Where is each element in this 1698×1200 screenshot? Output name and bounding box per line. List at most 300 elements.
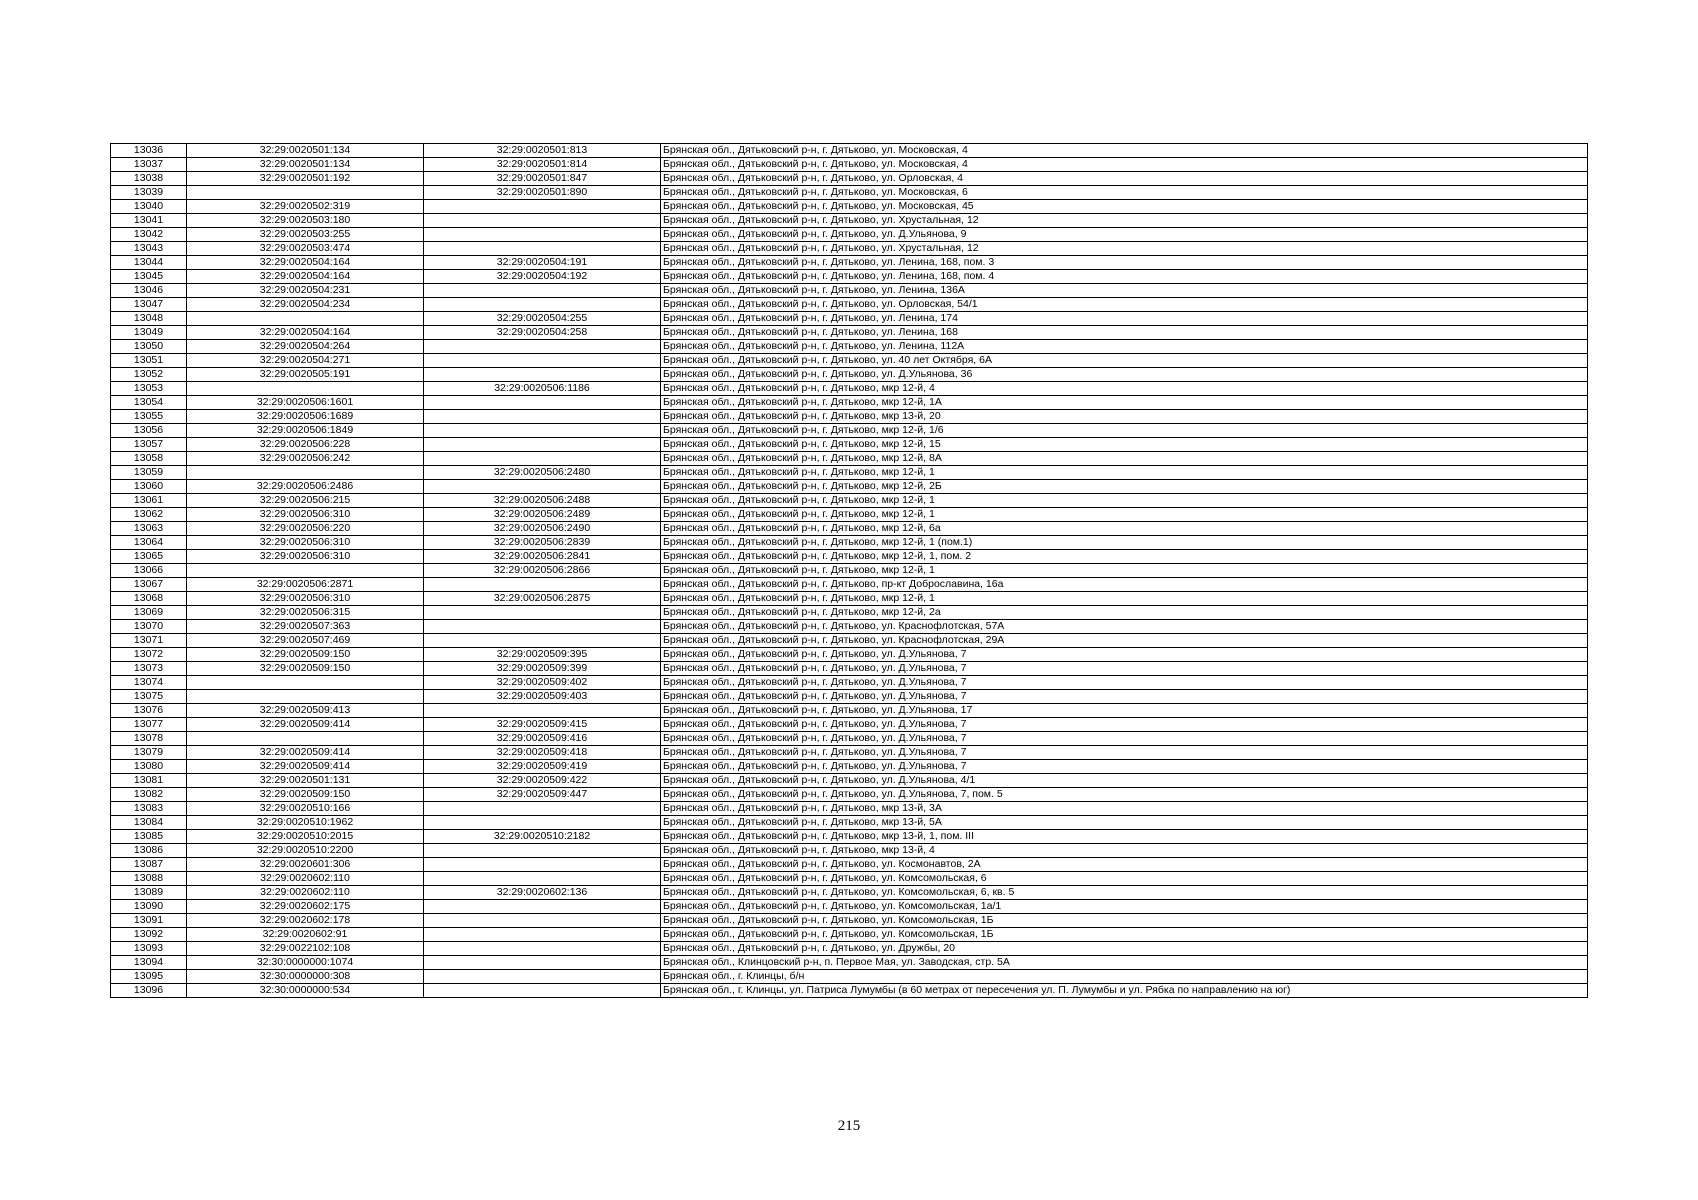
address-cell: Брянская обл., Дятьковский р-н, г. Дятьково, ул. Д.Ульянова, 7: [661, 676, 1588, 690]
row-number-cell: 13080: [111, 760, 187, 774]
address-cell: Брянская обл., Дятьковский р-н, г. Дятьково, ул. Хрустальная, 12: [661, 242, 1588, 256]
object-cadastral-number-cell: [424, 284, 661, 298]
object-cadastral-number-cell: [424, 984, 661, 998]
row-number-cell: 13083: [111, 802, 187, 816]
object-cadastral-number-cell: [424, 802, 661, 816]
row-number-cell: 13089: [111, 886, 187, 900]
address-cell: Брянская обл., Дятьковский р-н, г. Дятьково, ул. Комсомольская, 1Б: [661, 914, 1588, 928]
row-number-cell: 13046: [111, 284, 187, 298]
object-cadastral-number-cell: [424, 704, 661, 718]
row-number-cell: 13067: [111, 578, 187, 592]
row-number-cell: 13090: [111, 900, 187, 914]
object-cadastral-number-cell: [424, 928, 661, 942]
address-cell: Брянская обл., Дятьковский р-н, г. Дятьково, ул. Краснофлотская, 57А: [661, 620, 1588, 634]
object-cadastral-number-cell: [424, 844, 661, 858]
object-cadastral-number-cell: 32:29:0020504:191: [424, 256, 661, 270]
table-row: [111, 508, 1588, 522]
table-row: [111, 396, 1588, 410]
cadastral-number-cell: 32:29:0020501:192: [187, 172, 424, 186]
object-cadastral-number-cell: [424, 970, 661, 984]
address-cell: Брянская обл., Дятьковский р-н, г. Дятьково, ул. Краснофлотская, 29А: [661, 634, 1588, 648]
table-row: [111, 676, 1588, 690]
row-number-cell: 13059: [111, 466, 187, 480]
row-number-cell: 13036: [111, 144, 187, 158]
object-cadastral-number-cell: 32:29:0020509:415: [424, 718, 661, 732]
cadastral-number-cell: [187, 732, 424, 746]
page-number: 215: [837, 1118, 861, 1134]
row-number-cell: 13079: [111, 746, 187, 760]
table-row: [111, 354, 1588, 368]
object-cadastral-number-cell: [424, 816, 661, 830]
address-cell: Брянская обл., Дятьковский р-н, г. Дятьково, ул. Московская, 4: [661, 144, 1588, 158]
cadastral-number-cell: 32:29:0020506:220: [187, 522, 424, 536]
cadastral-number-cell: 32:29:0020509:413: [187, 704, 424, 718]
row-number-cell: 13075: [111, 690, 187, 704]
table-row: [111, 984, 1588, 998]
cadastral-number-cell: 32:29:0020506:310: [187, 508, 424, 522]
row-number-cell: 13082: [111, 788, 187, 802]
object-cadastral-number-cell: 32:29:0020504:192: [424, 270, 661, 284]
object-cadastral-number-cell: 32:29:0020602:136: [424, 886, 661, 900]
object-cadastral-number-cell: [424, 396, 661, 410]
address-cell: Брянская обл., Дятьковский р-н, г. Дятьково, мкр 12-й, 1А: [661, 396, 1588, 410]
address-cell: Брянская обл., Дятьковский р-н, г. Дятьково, мкр 12-й, 1: [661, 494, 1588, 508]
address-cell: Брянская обл., Дятьковский р-н, г. Дятьково, ул. Д.Ульянова, 7: [661, 718, 1588, 732]
address-cell: Брянская обл., Дятьковский р-н, г. Дятьково, ул. Хрустальная, 12: [661, 214, 1588, 228]
cadastral-number-cell: 32:29:0020501:131: [187, 774, 424, 788]
row-number-cell: 13055: [111, 410, 187, 424]
row-number-cell: 13072: [111, 648, 187, 662]
table-row: [111, 326, 1588, 340]
row-number-cell: 13043: [111, 242, 187, 256]
table-row: [111, 844, 1588, 858]
row-number-cell: 13087: [111, 858, 187, 872]
object-cadastral-number-cell: 32:29:0020506:2839: [424, 536, 661, 550]
address-cell: Брянская обл., Дятьковский р-н, г. Дятьково, ул. Ленина, 168: [661, 326, 1588, 340]
table-row: [111, 606, 1588, 620]
row-number-cell: 13040: [111, 200, 187, 214]
table-row: [111, 914, 1588, 928]
table-row: [111, 690, 1588, 704]
object-cadastral-number-cell: 32:29:0020509:395: [424, 648, 661, 662]
object-cadastral-number-cell: [424, 410, 661, 424]
object-cadastral-number-cell: [424, 956, 661, 970]
address-cell: Брянская обл., Дятьковский р-н, г. Дятьково, мкр 12-й, 6а: [661, 522, 1588, 536]
table-row: [111, 200, 1588, 214]
address-cell: Брянская обл., г. Клинцы, б/н: [661, 970, 1588, 984]
object-cadastral-number-cell: [424, 200, 661, 214]
address-cell: Брянская обл., Дятьковский р-н, г. Дятьково, мкр 13-й, 3А: [661, 802, 1588, 816]
cadastral-number-cell: 32:29:0020510:166: [187, 802, 424, 816]
address-cell: Брянская обл., Дятьковский р-н, г. Дятьково, мкр 12-й, 2а: [661, 606, 1588, 620]
table-row: [111, 956, 1588, 970]
row-number-cell: 13037: [111, 158, 187, 172]
row-number-cell: 13071: [111, 634, 187, 648]
row-number-cell: 13048: [111, 312, 187, 326]
row-number-cell: 13091: [111, 914, 187, 928]
object-cadastral-number-cell: 32:29:0020510:2182: [424, 830, 661, 844]
cadastral-number-cell: 32:29:0020507:363: [187, 620, 424, 634]
cadastral-number-cell: 32:29:0020510:2200: [187, 844, 424, 858]
cadastral-number-cell: 32:29:0020602:110: [187, 872, 424, 886]
address-cell: Брянская обл., Дятьковский р-н, г. Дятьково, ул. Ленина, 112А: [661, 340, 1588, 354]
object-cadastral-number-cell: 32:29:0020506:1186: [424, 382, 661, 396]
object-cadastral-number-cell: [424, 340, 661, 354]
address-cell: Брянская обл., Дятьковский р-н, г. Дятьково, ул. Московская, 6: [661, 186, 1588, 200]
address-cell: Брянская обл., Дятьковский р-н, г. Дятьково, ул. Дружбы, 20: [661, 942, 1588, 956]
cadastral-number-cell: 32:29:0020506:1689: [187, 410, 424, 424]
cadastral-number-cell: 32:30:0000000:534: [187, 984, 424, 998]
row-number-cell: 13092: [111, 928, 187, 942]
cadastral-number-cell: 32:29:0020509:414: [187, 718, 424, 732]
address-cell: Брянская обл., Дятьковский р-н, г. Дятьково, пр-кт Доброславина, 16а: [661, 578, 1588, 592]
cadastral-number-cell: 32:29:0020602:91: [187, 928, 424, 942]
address-cell: Брянская обл., Дятьковский р-н, г. Дятьково, ул. Комсомольская, 1Б: [661, 928, 1588, 942]
object-cadastral-number-cell: [424, 298, 661, 312]
cadastral-number-cell: 32:29:0020602:178: [187, 914, 424, 928]
address-cell: Брянская обл., Дятьковский р-н, г. Дятьково, ул. Д.Ульянова, 36: [661, 368, 1588, 382]
table-row: [111, 746, 1588, 760]
cadastral-number-cell: [187, 312, 424, 326]
address-cell: Брянская обл., Дятьковский р-н, г. Дятьково, ул. Комсомольская, 1а/1: [661, 900, 1588, 914]
cadastral-number-cell: 32:29:0020602:110: [187, 886, 424, 900]
table-row: [111, 900, 1588, 914]
table-row: [111, 886, 1588, 900]
table-row: [111, 732, 1588, 746]
address-cell: Брянская обл., Дятьковский р-н, г. Дятьково, мкр 12-й, 4: [661, 382, 1588, 396]
object-cadastral-number-cell: 32:29:0020504:258: [424, 326, 661, 340]
object-cadastral-number-cell: [424, 914, 661, 928]
table-row: [111, 438, 1588, 452]
object-cadastral-number-cell: [424, 942, 661, 956]
table-row: [111, 816, 1588, 830]
cadastral-number-cell: 32:29:0020505:191: [187, 368, 424, 382]
object-cadastral-number-cell: 32:29:0020509:416: [424, 732, 661, 746]
address-cell: Брянская обл., Дятьковский р-н, г. Дятьково, ул. Московская, 4: [661, 158, 1588, 172]
cadastral-number-cell: [187, 466, 424, 480]
cadastral-number-cell: 32:29:0020506:310: [187, 536, 424, 550]
object-cadastral-number-cell: [424, 858, 661, 872]
object-cadastral-number-cell: [424, 872, 661, 886]
cadastral-number-cell: 32:29:0020504:164: [187, 256, 424, 270]
table-row: [111, 634, 1588, 648]
cadastral-number-cell: 32:29:0020503:255: [187, 228, 424, 242]
address-cell: Брянская обл., Дятьковский р-н, г. Дятьково, ул. Д.Ульянова, 7: [661, 732, 1588, 746]
cadastral-number-cell: 32:29:0020504:164: [187, 326, 424, 340]
cadastral-number-cell: 32:29:0020506:228: [187, 438, 424, 452]
row-number-cell: 13051: [111, 354, 187, 368]
address-cell: Брянская обл., Дятьковский р-н, г. Дятьково, мкр 12-й, 2Б: [661, 480, 1588, 494]
cadastral-number-cell: 32:29:0022102:108: [187, 942, 424, 956]
table-row: [111, 298, 1588, 312]
table-row: [111, 704, 1588, 718]
row-number-cell: 13052: [111, 368, 187, 382]
address-cell: Брянская обл., Дятьковский р-н, г. Дятьково, мкр 13-й, 4: [661, 844, 1588, 858]
table-row: [111, 592, 1588, 606]
table-row: [111, 214, 1588, 228]
row-number-cell: 13062: [111, 508, 187, 522]
address-cell: Брянская обл., Дятьковский р-н, г. Дятьково, ул. Орловская, 54/1: [661, 298, 1588, 312]
object-cadastral-number-cell: [424, 578, 661, 592]
cadastral-number-cell: 32:29:0020509:150: [187, 648, 424, 662]
cadastral-number-cell: [187, 676, 424, 690]
table-row: [111, 256, 1588, 270]
cadastral-number-cell: 32:29:0020506:310: [187, 550, 424, 564]
cadastral-number-cell: 32:29:0020501:134: [187, 144, 424, 158]
object-cadastral-number-cell: 32:29:0020501:847: [424, 172, 661, 186]
table-row: [111, 480, 1588, 494]
document-page: [110, 143, 1588, 998]
row-number-cell: 13076: [111, 704, 187, 718]
object-cadastral-number-cell: [424, 634, 661, 648]
table-row: [111, 186, 1588, 200]
table-row: [111, 270, 1588, 284]
address-cell: Брянская обл., Дятьковский р-н, г. Дятьково, ул. 40 лет Октября, 6А: [661, 354, 1588, 368]
table-row: [111, 494, 1588, 508]
row-number-cell: 13066: [111, 564, 187, 578]
table-row: [111, 312, 1588, 326]
table-row: [111, 550, 1588, 564]
object-cadastral-number-cell: [424, 452, 661, 466]
cadastral-number-cell: 32:29:0020509:150: [187, 788, 424, 802]
address-cell: Брянская обл., Дятьковский р-н, г. Дятьково, ул. Д.Ульянова, 7, пом. 5: [661, 788, 1588, 802]
address-cell: Брянская обл., Клинцовский р-н, п. Первое Мая, ул. Заводская, стр. 5А: [661, 956, 1588, 970]
object-cadastral-number-cell: [424, 242, 661, 256]
row-number-cell: 13063: [111, 522, 187, 536]
object-cadastral-number-cell: 32:29:0020506:2841: [424, 550, 661, 564]
address-cell: Брянская обл., Дятьковский р-н, г. Дятьково, ул. Орловская, 4: [661, 172, 1588, 186]
address-cell: Брянская обл., Дятьковский р-н, г. Дятьково, ул. Московская, 45: [661, 200, 1588, 214]
row-number-cell: 13060: [111, 480, 187, 494]
object-cadastral-number-cell: [424, 354, 661, 368]
cadastral-number-cell: 32:29:0020506:2871: [187, 578, 424, 592]
address-cell: Брянская обл., Дятьковский р-н, г. Дятьково, мкр 12-й, 1: [661, 592, 1588, 606]
object-cadastral-number-cell: 32:29:0020506:2490: [424, 522, 661, 536]
table-row: [111, 242, 1588, 256]
object-cadastral-number-cell: [424, 606, 661, 620]
object-cadastral-number-cell: 32:29:0020509:402: [424, 676, 661, 690]
address-cell: Брянская обл., Дятьковский р-н, г. Дятьково, ул. Ленина, 136А: [661, 284, 1588, 298]
object-cadastral-number-cell: [424, 438, 661, 452]
object-cadastral-number-cell: 32:29:0020506:2866: [424, 564, 661, 578]
object-cadastral-number-cell: 32:29:0020506:2875: [424, 592, 661, 606]
table-row: [111, 522, 1588, 536]
cadastral-number-cell: 32:29:0020506:242: [187, 452, 424, 466]
address-cell: Брянская обл., Дятьковский р-н, г. Дятьково, мкр 13-й, 5А: [661, 816, 1588, 830]
address-cell: Брянская обл., Дятьковский р-н, г. Дятьково, мкр 12-й, 15: [661, 438, 1588, 452]
address-cell: Брянская обл., Дятьковский р-н, г. Дятьково, ул. Комсомольская, 6, кв. 5: [661, 886, 1588, 900]
table-row: [111, 172, 1588, 186]
cadastral-number-cell: 32:29:0020502:319: [187, 200, 424, 214]
row-number-cell: 13054: [111, 396, 187, 410]
row-number-cell: 13069: [111, 606, 187, 620]
cadastral-number-cell: 32:29:0020509:150: [187, 662, 424, 676]
cadastral-number-cell: 32:29:0020509:414: [187, 746, 424, 760]
row-number-cell: 13041: [111, 214, 187, 228]
table-row: [111, 774, 1588, 788]
table-row: [111, 340, 1588, 354]
address-cell: Брянская обл., Дятьковский р-н, г. Дятьково, мкр 12-й, 8А: [661, 452, 1588, 466]
cadastral-number-cell: 32:29:0020504:264: [187, 340, 424, 354]
table-row: [111, 620, 1588, 634]
address-cell: Брянская обл., Дятьковский р-н, г. Дятьково, мкр 12-й, 1, пом. 2: [661, 550, 1588, 564]
cadastral-number-cell: 32:29:0020503:474: [187, 242, 424, 256]
row-number-cell: 13070: [111, 620, 187, 634]
table-row: [111, 788, 1588, 802]
object-cadastral-number-cell: 32:29:0020509:418: [424, 746, 661, 760]
object-cadastral-number-cell: [424, 620, 661, 634]
cadastral-number-cell: 32:29:0020504:164: [187, 270, 424, 284]
address-cell: Брянская обл., Дятьковский р-н, г. Дятьково, мкр 12-й, 1: [661, 564, 1588, 578]
cadastral-number-cell: [187, 186, 424, 200]
cadastral-number-cell: 32:29:0020506:315: [187, 606, 424, 620]
address-cell: Брянская обл., Дятьковский р-н, г. Дятьково, ул. Ленина, 168, пом. 4: [661, 270, 1588, 284]
row-number-cell: 13096: [111, 984, 187, 998]
address-cell: Брянская обл., Дятьковский р-н, г. Дятьково, ул. Комсомольская, 6: [661, 872, 1588, 886]
object-cadastral-number-cell: [424, 214, 661, 228]
cadastral-number-cell: [187, 690, 424, 704]
cadastral-number-cell: 32:29:0020510:2015: [187, 830, 424, 844]
cadastral-number-cell: 32:29:0020509:414: [187, 760, 424, 774]
registry-table-body: [111, 144, 1588, 998]
cadastral-number-cell: 32:29:0020504:271: [187, 354, 424, 368]
row-number-cell: 13061: [111, 494, 187, 508]
cadastral-number-cell: 32:29:0020510:1962: [187, 816, 424, 830]
row-number-cell: 13064: [111, 536, 187, 550]
row-number-cell: 13058: [111, 452, 187, 466]
table-row: [111, 564, 1588, 578]
table-row: [111, 648, 1588, 662]
object-cadastral-number-cell: 32:29:0020501:814: [424, 158, 661, 172]
row-number-cell: 13088: [111, 872, 187, 886]
cadastral-number-cell: 32:29:0020506:2486: [187, 480, 424, 494]
row-number-cell: 13074: [111, 676, 187, 690]
object-cadastral-number-cell: 32:29:0020506:2489: [424, 508, 661, 522]
table-row: [111, 158, 1588, 172]
address-cell: Брянская обл., Дятьковский р-н, г. Дятьково, ул. Д.Ульянова, 7: [661, 690, 1588, 704]
cadastral-number-cell: [187, 382, 424, 396]
object-cadastral-number-cell: 32:29:0020501:890: [424, 186, 661, 200]
table-row: [111, 718, 1588, 732]
row-number-cell: 13077: [111, 718, 187, 732]
row-number-cell: 13095: [111, 970, 187, 984]
table-row: [111, 536, 1588, 550]
address-cell: Брянская обл., Дятьковский р-н, г. Дятьково, ул. Д.Ульянова, 9: [661, 228, 1588, 242]
row-number-cell: 13086: [111, 844, 187, 858]
table-row: [111, 382, 1588, 396]
table-row: [111, 228, 1588, 242]
table-row: [111, 802, 1588, 816]
row-number-cell: 13085: [111, 830, 187, 844]
address-cell: Брянская обл., Дятьковский р-н, г. Дятьково, мкр 12-й, 1/6: [661, 424, 1588, 438]
cadastral-number-cell: 32:29:0020507:469: [187, 634, 424, 648]
object-cadastral-number-cell: 32:29:0020509:399: [424, 662, 661, 676]
row-number-cell: 13094: [111, 956, 187, 970]
row-number-cell: 13056: [111, 424, 187, 438]
object-cadastral-number-cell: 32:29:0020504:255: [424, 312, 661, 326]
object-cadastral-number-cell: 32:29:0020509:403: [424, 690, 661, 704]
cadastral-number-cell: 32:29:0020501:134: [187, 158, 424, 172]
cadastral-number-cell: 32:30:0000000:1074: [187, 956, 424, 970]
address-cell: Брянская обл., Дятьковский р-н, г. Дятьково, ул. Д.Ульянова, 7: [661, 648, 1588, 662]
cadastral-number-cell: 32:29:0020506:215: [187, 494, 424, 508]
address-cell: Брянская обл., г. Клинцы, ул. Патриса Лумумбы (в 60 метрах от пересечения ул. П. Лумумбы и ул. Рябка по направлению на юг): [661, 984, 1588, 998]
row-number-cell: 13044: [111, 256, 187, 270]
table-row: [111, 760, 1588, 774]
object-cadastral-number-cell: [424, 900, 661, 914]
object-cadastral-number-cell: [424, 368, 661, 382]
address-cell: Брянская обл., Дятьковский р-н, г. Дятьково, ул. Д.Ульянова, 7: [661, 746, 1588, 760]
table-row: [111, 970, 1588, 984]
cadastral-number-cell: 32:29:0020504:234: [187, 298, 424, 312]
row-number-cell: 13068: [111, 592, 187, 606]
row-number-cell: 13047: [111, 298, 187, 312]
cadastral-number-cell: 32:30:0000000:308: [187, 970, 424, 984]
table-row: [111, 144, 1588, 158]
registry-table: [110, 143, 1588, 998]
cadastral-number-cell: 32:29:0020506:1601: [187, 396, 424, 410]
table-row: [111, 830, 1588, 844]
row-number-cell: 13093: [111, 942, 187, 956]
object-cadastral-number-cell: 32:29:0020509:422: [424, 774, 661, 788]
object-cadastral-number-cell: 32:29:0020506:2480: [424, 466, 661, 480]
address-cell: Брянская обл., Дятьковский р-н, г. Дятьково, ул. Ленина, 168, пом. 3: [661, 256, 1588, 270]
cadastral-number-cell: [187, 564, 424, 578]
row-number-cell: 13039: [111, 186, 187, 200]
table-row: [111, 410, 1588, 424]
cadastral-number-cell: 32:29:0020506:1849: [187, 424, 424, 438]
address-cell: Брянская обл., Дятьковский р-н, г. Дятьково, ул. Д.Ульянова, 17: [661, 704, 1588, 718]
row-number-cell: 13084: [111, 816, 187, 830]
table-row: [111, 284, 1588, 298]
row-number-cell: 13065: [111, 550, 187, 564]
table-row: [111, 928, 1588, 942]
row-number-cell: 13050: [111, 340, 187, 354]
object-cadastral-number-cell: 32:29:0020509:419: [424, 760, 661, 774]
row-number-cell: 13045: [111, 270, 187, 284]
table-row: [111, 872, 1588, 886]
table-row: [111, 942, 1588, 956]
object-cadastral-number-cell: 32:29:0020506:2488: [424, 494, 661, 508]
object-cadastral-number-cell: 32:29:0020509:447: [424, 788, 661, 802]
table-row: [111, 466, 1588, 480]
row-number-cell: 13073: [111, 662, 187, 676]
address-cell: Брянская обл., Дятьковский р-н, г. Дятьково, ул. Ленина, 174: [661, 312, 1588, 326]
object-cadastral-number-cell: [424, 424, 661, 438]
cadastral-number-cell: 32:29:0020506:310: [187, 592, 424, 606]
address-cell: Брянская обл., Дятьковский р-н, г. Дятьково, мкр 12-й, 1: [661, 466, 1588, 480]
address-cell: Брянская обл., Дятьковский р-н, г. Дятьково, ул. Д.Ульянова, 7: [661, 662, 1588, 676]
address-cell: Брянская обл., Дятьковский р-н, г. Дятьково, мкр 12-й, 1 (пом.1): [661, 536, 1588, 550]
address-cell: Брянская обл., Дятьковский р-н, г. Дятьково, мкр 12-й, 1: [661, 508, 1588, 522]
table-row: [111, 858, 1588, 872]
table-row: [111, 368, 1588, 382]
address-cell: Брянская обл., Дятьковский р-н, г. Дятьково, ул. Космонавтов, 2А: [661, 858, 1588, 872]
row-number-cell: 13081: [111, 774, 187, 788]
cadastral-number-cell: 32:29:0020504:231: [187, 284, 424, 298]
row-number-cell: 13038: [111, 172, 187, 186]
address-cell: Брянская обл., Дятьковский р-н, г. Дятьково, мкр 13-й, 1, пом. III: [661, 830, 1588, 844]
row-number-cell: 13049: [111, 326, 187, 340]
object-cadastral-number-cell: [424, 228, 661, 242]
row-number-cell: 13053: [111, 382, 187, 396]
table-row: [111, 662, 1588, 676]
address-cell: Брянская обл., Дятьковский р-н, г. Дятьково, мкр 13-й, 20: [661, 410, 1588, 424]
cadastral-number-cell: 32:29:0020503:180: [187, 214, 424, 228]
object-cadastral-number-cell: 32:29:0020501:813: [424, 144, 661, 158]
table-row: [111, 452, 1588, 466]
table-row: [111, 424, 1588, 438]
